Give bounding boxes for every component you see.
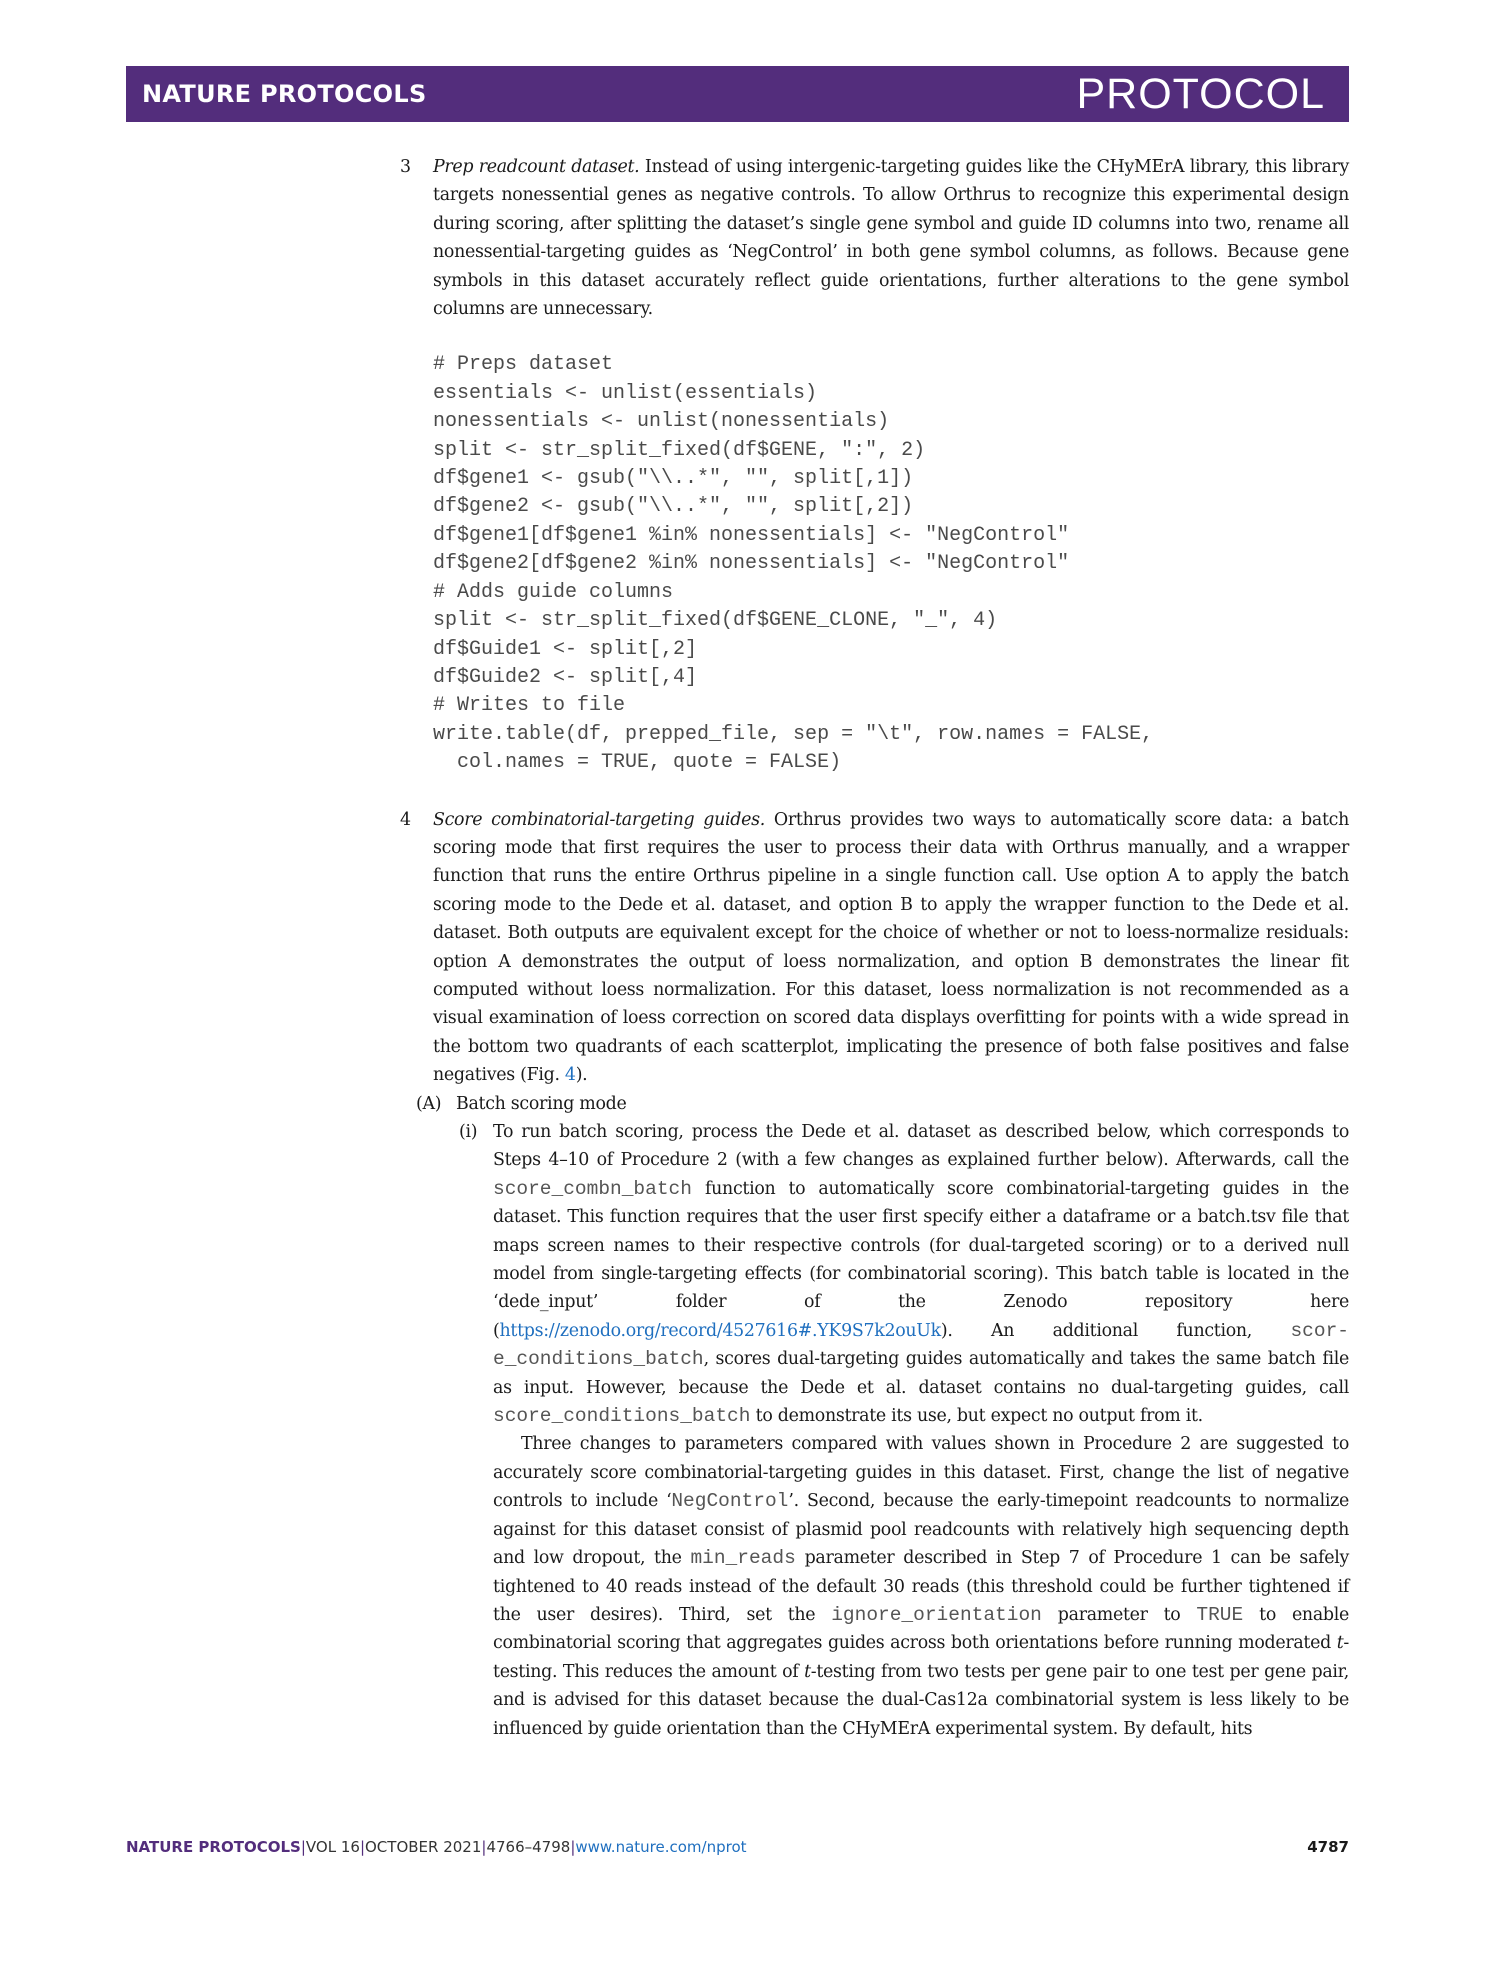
italic-t: t [1336,1633,1344,1654]
option-a [400,1090,1349,1118]
step-body-end: ). [575,1065,588,1086]
step-4-text [433,806,1349,1090]
italic-t: t [804,1661,811,1682]
figure-link[interactable]: 4 [564,1065,576,1086]
substep-paragraph-2 [400,1430,1349,1742]
code-inline: min_reads [690,1547,796,1570]
footer-url-link[interactable]: www.nature.com/nprot [575,1838,747,1856]
step-3 [400,153,1349,323]
code-inline: scor-e_conditions_batch [493,1319,1349,1371]
main-content [400,153,1349,1743]
text-run: ). An additional function, [940,1320,1291,1341]
substep-i [400,1118,1349,1430]
page-footer [126,1838,1349,1862]
step-number: 4 [400,809,411,830]
footer-volume: VOL 16 [305,1838,360,1856]
code-inline: TRUE [1196,1603,1244,1626]
text-run: , scores dual-targeting guides automatically and takes the same batch file as input. However, because the Dede et al. dataset contains no dual-targeting guides, call [493,1349,1349,1398]
footer-separator: | [570,1838,576,1856]
option-title: Batch scoring mode [456,1093,627,1114]
step-4 [400,806,1349,1090]
footer-separator: | [481,1838,487,1856]
footer-separator: | [359,1838,365,1856]
text-run: function to automatically score combinatorial-targeting guides in the dataset. This function requires that the user first specify either a dataframe or a batch.tsv file that maps screen names to their respective controls (for dual-targeted scoring) or to a derived null model from single-targeting effects (for combinatorial scoring). This batch table is located in the ‘dede_input’ folder of the Zenodo repository here ( [493,1178,1349,1341]
footer-pages: 4766–4798 [486,1838,571,1856]
substep-label: (i) [459,1122,478,1142]
text-run: -testing. This reduces the amount of [493,1633,1349,1682]
page-number: 4787 [1307,1838,1349,1856]
text-run: ’. Second, because the early-timepoint readcounts to normalize against for this dataset consist of plasmid pool readcounts with relatively high sequencing depth and low dropout, the [493,1491,1349,1569]
step-body: Orthrus provides two ways to automatically score data: a batch scoring mode that first requires the user to process their data with Orthrus manually, and a wrapper function that runs the entire Orthrus pipeline in a single function call. Use option A to apply the batch scoring mode to the Dede et al. dataset, and option B to apply the wrapper function to the Dede et al. dataset. Both outputs are equivalent except for the choice of whether or not to loess-normalize residuals: option A demonstrates the output of loess normalization, and option B demonstrates the linear fit computed without loess normalization. For this dataset, loess normalization is not recommended as a visual examination of loess correction on scored data displays overfitting for points with a wide spread in the bottom two quadrants of each scatterplot, implicating the presence of both false positives and false negatives (Fig. [433,809,1349,1086]
code-inline: score_conditions_batch [493,1405,751,1428]
footer-date: OCTOBER 2021 [365,1838,482,1856]
footer-separator: | [300,1838,306,1856]
text-run: parameter described in Step 7 of Procedure 1 can be safely tightened to 40 reads instead of the default 30 reads (this threshold could be further tightened if the user desires). Third, set the [493,1548,1349,1625]
step-number: 3 [400,157,411,177]
zenodo-link[interactable]: https://zenodo.org/record/4527616#.YK9S7k2ouUk [499,1320,941,1341]
step-title: Score combinatorial-targeting guides. [433,809,765,830]
text-run: to enable combinatorial scoring that aggregates guides across both orientations before running moderated [493,1604,1349,1654]
code-block: # Preps dataset essentials <- unlist(essentials) nonessentials <- unlist(nonessentials) split <- str_split_fixed(df$GENE, ":", 2) df$gene1 <- gsub("\\..*", "", split[,1]) df$gene2 <- gsub("\\..*", "", split[,2]) df$gene1[df$gene1 %in% nonessentials] <- "NegControl" df$gene2[df$gene2 %in% nonessentials] <- "NegControl" # Adds guide columns split <- str_split_fixed(df$GENE_CLONE, "_", 4) df$Guide1 <- split[,2] df$Guide2 <- split[,4] # Writes to file write.table(df, prepped_file, sep = "\t", row.names = FALSE, col.names = TRUE, quote = FALSE) [433,353,1154,775]
text-run: -testing from two tests per gene pair to one test per gene pair, and is advised for this dataset because the dual-Cas12a combinatorial system is less likely to be influenced by guide orientation than the CHyMErA experimental system. By default, hits [493,1661,1349,1739]
code-inline: NegControl [671,1490,789,1513]
code-inline: score_combn_batch [493,1177,692,1200]
step-title: Prep readcount dataset. [433,157,640,177]
text-run: Three changes to parameters compared with values shown in Procedure 2 are suggested to accurately score combinatorial-targeting guides in this dataset. First, change the list of negative controls to include ‘ [493,1434,1349,1512]
footer-journal: NATURE PROTOCOLS [126,1838,301,1856]
text-run: parameter to [1041,1604,1197,1625]
text-run: To run batch scoring, process the Dede et al. dataset as described below, which corresponds to Steps 4–10 of Procedure 2 (with a few changes as explained further below). Afterwards, call the [493,1122,1349,1171]
option-label: (A) [416,1093,442,1114]
step-3-text [433,153,1349,323]
code-inline: ignore_orientation [831,1603,1042,1626]
substep-text [493,1118,1349,1430]
journal-name: NATURE PROTOCOLS [142,80,427,108]
article-type: PROTOCOL [1076,70,1325,118]
step-body: Instead of using intergenic-targeting guides like the CHyMErA library, this library targets nonessential genes as negative controls. To allow Orthrus to recognize this experimental design during scoring, after splitting the dataset’s single gene symbol and guide ID columns into two, rename all nonessential-targeting guides as ‘NegControl’ in both gene symbol columns, as follows. Because gene symbols in this dataset accurately reflect guide orientations, further alterations to the gene symbol columns are unnecessary. [433,157,1350,320]
text-run: to demonstrate its use, but expect no output from it. [750,1406,1203,1427]
journal-header-bar [126,66,1349,122]
